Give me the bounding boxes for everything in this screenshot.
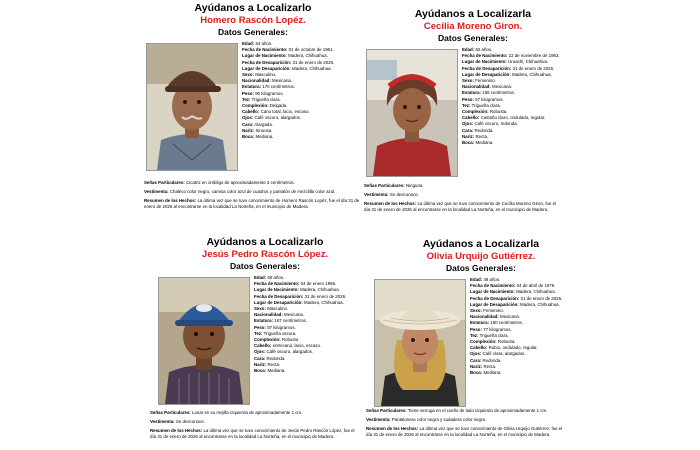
general-data-heading: Datos Generales: xyxy=(446,263,516,273)
field-eyes: Ojos: Café oscuro, alargados. xyxy=(242,115,302,121)
field-mouth: Boca: Mediana. xyxy=(470,370,502,376)
person-photo xyxy=(158,277,250,405)
field-weight: Peso: 77 kilogramos. xyxy=(470,326,512,332)
summary-of-events: Resumen de los Hechos: La última vez que se tuvo conocimiento de Homero Rascón Lopéz, fue el día 31 de enero de 2026 al encontrarse en la localidad La Norteña, en el municipio de Madera. xyxy=(144,198,360,209)
field-sex: Sexo: Masculino. xyxy=(254,306,289,312)
field-age: Edad: 60 años. xyxy=(254,275,285,280)
field-eyes: Ojos: Café oscuro, redonda. xyxy=(462,121,518,127)
field-birth-date: Fecha de Nacimiento: 04 de abril de 1976. xyxy=(470,283,556,289)
missing-person-card-1 xyxy=(140,2,366,171)
field-height: Estatura: 167 centímetros. xyxy=(254,318,307,324)
general-data-heading: Datos Generales: xyxy=(218,27,288,37)
distinguishing-marks: Señas Particulares: Ninguna. xyxy=(364,183,424,188)
field-disappearance-date: Fecha de Desaparición: 31 de enero de 2026. xyxy=(462,65,555,71)
field-weight: Peso: 97 kilogramos. xyxy=(254,324,296,330)
general-data-heading: Datos Generales: xyxy=(230,261,300,271)
field-weight: Peso: 90 kilogramos. xyxy=(242,90,284,96)
person-name: Cecilia Moreno Giron. xyxy=(423,21,523,32)
field-face: Cara: Redonda. xyxy=(254,355,286,361)
field-face: Cara: Alargada. xyxy=(242,121,274,127)
summary-of-events: Resumen de los Hechos: La última vez que se tuvo conocimiento de Jesús Pedro Rascón López, fue el día 31 de enero de 2026 al encontrarse en la localidad La Norteña, en el municipio de Madera. xyxy=(150,428,355,439)
field-build: Complexión: Robusta. xyxy=(470,339,516,345)
field-nationality: Nacionalidad: Mexicana. xyxy=(242,78,293,84)
card-1-details xyxy=(144,180,360,213)
field-nose: Nariz: Recta. xyxy=(470,363,497,369)
card-heading: Ayúdanos a Localizarla xyxy=(414,8,532,20)
field-birth-place: Lugar de Nacimiento: Madera, Chihuahua. xyxy=(242,53,328,59)
field-hair: Cabello: Castaño claro, ondulado, regular. xyxy=(462,115,546,121)
field-nose: Nariz: Sinuosa. xyxy=(242,127,273,133)
field-mouth: Boca: Mediana. xyxy=(254,368,286,374)
missing-person-card-3 xyxy=(152,236,378,405)
field-complexion-tone: Tez: Trigueña clara. xyxy=(462,102,501,108)
general-data-heading: Datos Generales: xyxy=(438,33,508,43)
general-data-list xyxy=(462,47,586,146)
general-data-list xyxy=(254,275,378,374)
field-disappearance-date: Fecha de Desaparición: 31 de enero de 2026. xyxy=(470,295,563,301)
field-hair: Cabello: Rubio, ondulado, regular. xyxy=(470,345,538,351)
field-birth-place: Lugar de Nacimiento: Madera, Chihuahua. xyxy=(470,289,556,295)
field-complexion-tone: Tez: Trigueña clara. xyxy=(242,96,281,102)
missing-person-card-2 xyxy=(360,8,586,177)
field-hair: Cabello: Cano total, lacio, escaso. xyxy=(242,109,310,115)
field-mouth: Boca: Mediana. xyxy=(462,140,494,146)
field-disappearance-place: Lugar de Desaparición: Madera, Chihuahua. xyxy=(470,301,560,307)
card-4-details xyxy=(366,408,566,441)
field-weight: Peso: 67 kilogramos. xyxy=(462,96,504,102)
field-mouth: Boca: Mediana. xyxy=(242,134,274,140)
field-disappearance-date: Fecha de Desaparición: 31 de enero de 2026. xyxy=(254,293,347,299)
field-eyes: Ojos: Café clara, alargados. xyxy=(470,351,526,357)
person-name: Homero Rascón Lopéz. xyxy=(200,15,306,26)
person-photo xyxy=(146,43,238,171)
field-face: Cara: Redonda. xyxy=(470,357,502,363)
card-heading: Ayúdanos a Localizarlo xyxy=(194,2,312,14)
field-build: Complexión: Robusta. xyxy=(462,109,508,115)
card-2-details xyxy=(364,183,560,216)
field-hair: Cabello: entrecano, lacio, escaso. xyxy=(254,343,322,349)
clothing: Vestimenta: Se desconoce. xyxy=(364,192,419,197)
field-age: Edad: 64 años. xyxy=(242,41,273,46)
field-nationality: Nacionalidad: Mexicana. xyxy=(254,312,305,318)
field-disappearance-date: Fecha de Desaparición: 31 de enero de 2026. xyxy=(242,59,335,65)
field-birth-date: Fecha de Nacimiento: 22 de noviembre de 1963. xyxy=(462,53,560,59)
field-nationality: Nacionalidad: Mexicana. xyxy=(462,84,513,90)
field-height: Estatura: 150 centímetros. xyxy=(470,320,523,326)
card-heading: Ayúdanos a Localizarla xyxy=(422,238,540,250)
field-face: Cara: Redonda. xyxy=(462,127,494,133)
card-heading: Ayúdanos a Localizarlo xyxy=(206,236,324,248)
field-sex: Sexo: Masculino. xyxy=(242,72,277,78)
field-height: Estatura: 155 centímetros. xyxy=(462,90,515,96)
card-3-details xyxy=(150,410,355,443)
field-complexion-tone: Tez: Trigueña oscura. xyxy=(254,330,297,336)
field-disappearance-place: Lugar de Desaparición: Madera, Chihuahua. xyxy=(254,299,344,305)
missing-person-card-4 xyxy=(368,238,594,407)
summary-of-events: Resumen de los Hechos: La última vez que se tuvo conocimiento de Cecilia Moreno Giron, fue el día 31 de enero de 2026 al encontrarse en la localidad La Norteña, en el municipio de Madera. xyxy=(364,201,557,212)
field-complexion-tone: Tez: Trigueña clara. xyxy=(470,332,509,338)
field-disappearance-place: Lugar de Desaparición: Madera, Chihuahua. xyxy=(462,71,552,77)
distinguishing-marks: Señas Particulares: Cicatriz en ombligo de aproximadamente 3 centímetros. xyxy=(144,180,295,185)
person-name: Olivia Urquijo Gutiérrez. xyxy=(426,251,536,262)
field-birth-date: Fecha de Nacimiento: 01 de octubre de 1961. xyxy=(242,47,334,53)
field-birth-place: Lugar de Nacimiento: Madera, Chihuahua. xyxy=(254,287,340,293)
field-nose: Nariz: Recta. xyxy=(254,361,281,367)
clothing: Vestimenta: Chaleco color negro, camisa color azul de cuadros y pantalón de mezclilla color azul. xyxy=(144,189,336,194)
person-photo xyxy=(374,279,466,407)
person-photo xyxy=(366,49,458,177)
field-build: Complexión: Robusto. xyxy=(254,337,300,343)
field-birth-date: Fecha de Nacimiento: 04 de enero 1966. xyxy=(254,281,337,287)
field-height: Estatura: 170 centímetros. xyxy=(242,84,295,90)
field-eyes: Ojos: Café oscuro, alargados. xyxy=(254,349,314,355)
field-nose: Nariz: Recta. xyxy=(462,133,489,139)
person-name: Jesús Pedro Rascón López. xyxy=(201,249,329,260)
distinguishing-marks: Señas Particulares: Lunar en su mejilla izquierda de aproximadamente 1 cm. xyxy=(150,410,303,415)
general-data-list xyxy=(470,277,594,376)
summary-of-events: Resumen de los Hechos: La última vez que se tuvo conocimiento de Olivia Urquijo Gutiérrez, fue el día 31 de enero de 2026 al encontrarse en la localidad La Norteña, en el municipio de Madera. xyxy=(366,426,563,437)
field-nationality: Nacionalidad: Mexicana. xyxy=(470,314,521,320)
clothing: Vestimenta: Pantalonera color negra y sudadera color negra. xyxy=(366,417,487,422)
general-data-list xyxy=(242,41,366,140)
clothing: Vestimenta: Se desconoce. xyxy=(150,419,205,424)
field-age: Edad: 49 años. xyxy=(470,277,501,282)
field-sex: Sexo: Femenino. xyxy=(462,78,496,84)
distinguishing-marks: Señas Particulares: Tiene verruga en el cuello de lado izquierdo de aproximadamente 1 cm. xyxy=(366,408,548,413)
field-sex: Sexo: Femenino. xyxy=(470,308,504,314)
field-age: Edad: 62 años. xyxy=(462,47,493,52)
field-birth-place: Lugar de Nacimiento: Uruachi, Chihuahua. xyxy=(462,59,549,65)
field-build: Complexión: Delgada. xyxy=(242,103,288,109)
field-disappearance-place: Lugar de Desaparición: Madera, Chihuahua. xyxy=(242,65,332,71)
